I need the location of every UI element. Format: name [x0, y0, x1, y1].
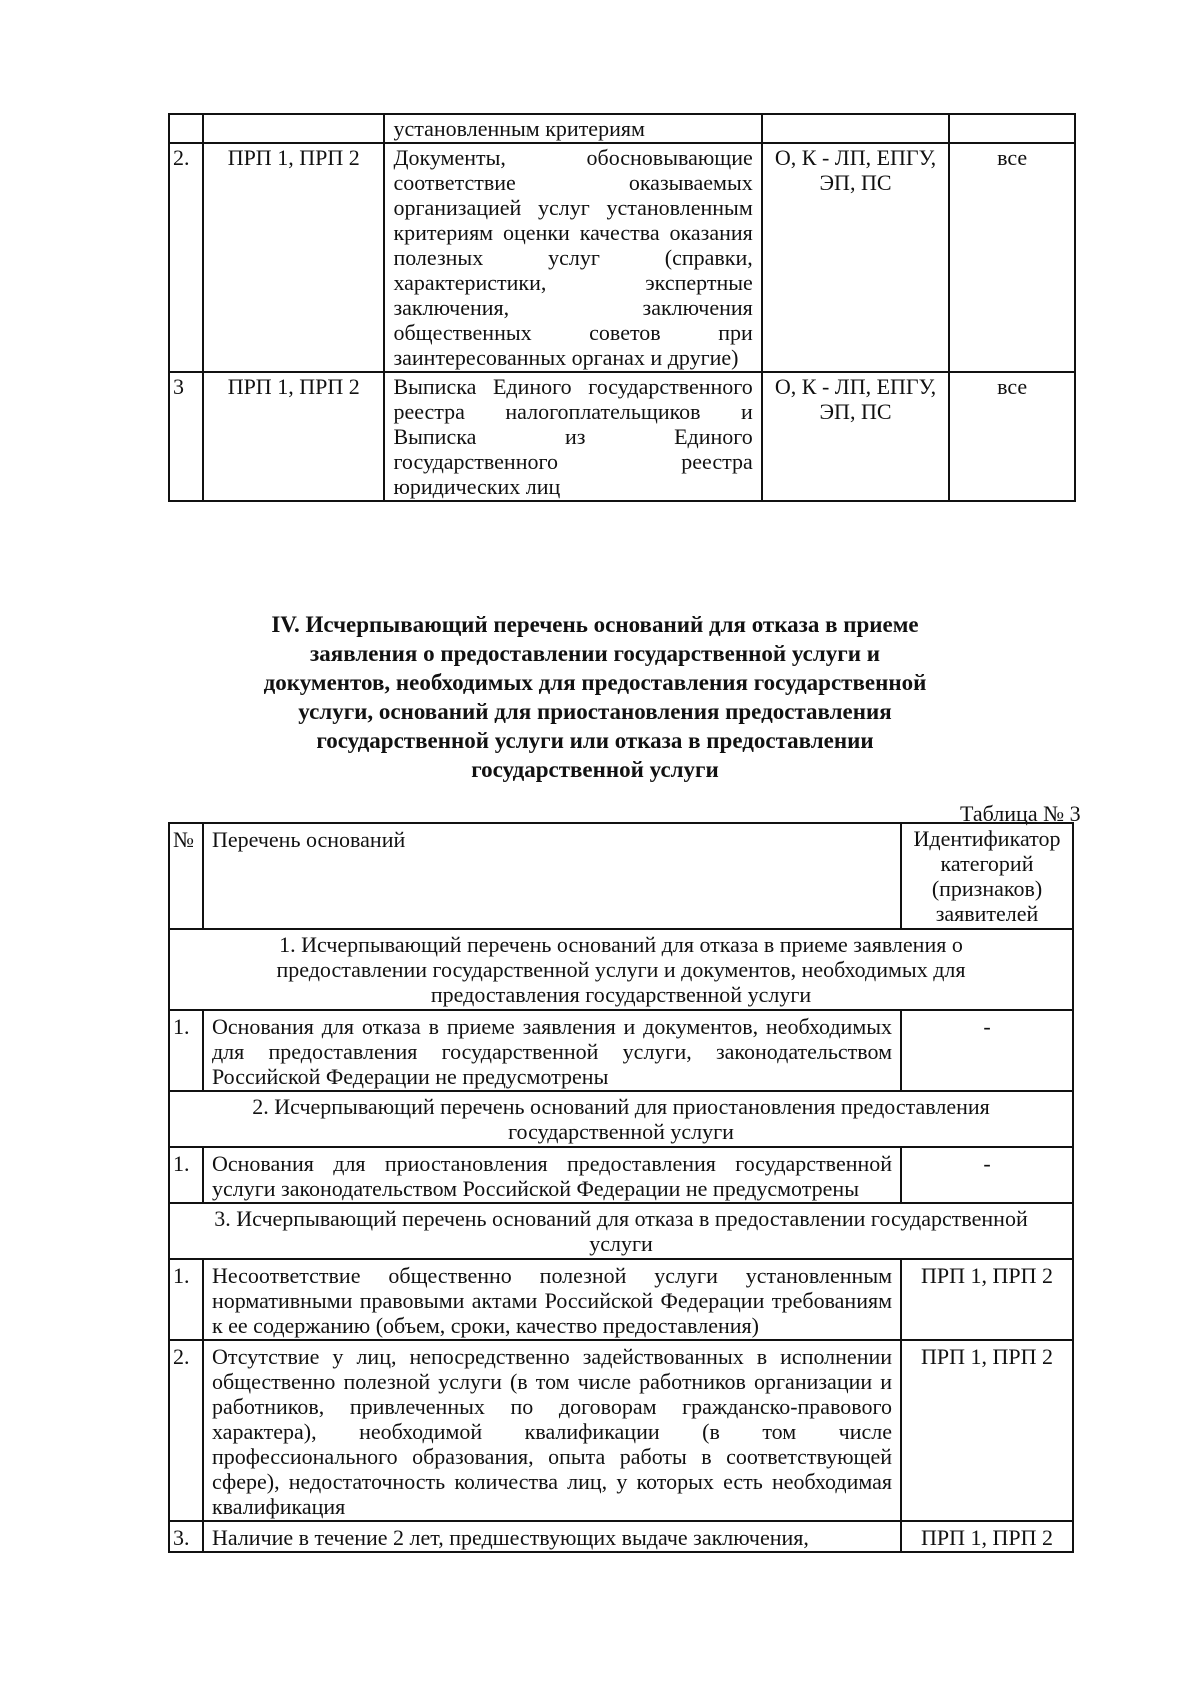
table-row [169, 1521, 1073, 1552]
table-caption: Таблица № 3 [960, 801, 1081, 826]
table-cell [203, 114, 385, 143]
table-cell [949, 114, 1075, 143]
method-cell: О, К - ЛП, ЕПГУ, ЭП, ПС [762, 143, 950, 372]
table-header-row [169, 823, 1073, 929]
section-title: 1. Исчерпывающий перечень оснований для отказа в приеме заявления о предоставлении государственной услуги и документов, необходимых для предоставления государственной услуги [169, 929, 1073, 1010]
row-number: 1. [169, 1147, 203, 1203]
row-number: 3. [169, 1521, 203, 1552]
grounds-cell: Отсутствие у лиц, непосредственно задействованных в исполнении общественно полезной услуги (в том числе работников организации и работников, привлеченных по договорам гражданско-правового характера), необходимой квалификации (в том числе профессионального образования, опыта работы в соответствующей сфере), недостаточность количества лиц, у которых есть необходимая квалификация [203, 1340, 901, 1521]
table-row [169, 1259, 1073, 1340]
header-identifier: Идентификатор категорий (признаков) заявителей [901, 823, 1073, 929]
identifier-cell: ПРП 1, ПРП 2 [901, 1340, 1073, 1521]
identifier-cell: ПРП 1, ПРП 2 [901, 1521, 1073, 1552]
identifier-cell: - [901, 1147, 1073, 1203]
table-cell [169, 114, 203, 143]
section-row [169, 1203, 1073, 1259]
header-grounds: Перечень оснований [203, 823, 901, 929]
row-number: 2. [169, 1340, 203, 1521]
section-title: 2. Исчерпывающий перечень оснований для приостановления предоставления государственной услуги [169, 1091, 1073, 1147]
section-row [169, 1091, 1073, 1147]
category-cell: ПРП 1, ПРП 2 [203, 143, 385, 372]
table-row [169, 143, 1075, 372]
category-cell: ПРП 1, ПРП 2 [203, 372, 385, 501]
grounds-cell: Основания для приостановления предоставления государственной услуги законодательством Российской Федерации не предусмотрены [203, 1147, 901, 1203]
row-number: 1. [169, 1259, 203, 1340]
grounds-cell: Основания для отказа в приеме заявления и документов, необходимых для предоставления государственной услуги, законодательством Российской Федерации не предусмотрены [203, 1010, 901, 1091]
table-row [169, 1010, 1073, 1091]
row-number: 2. [169, 143, 203, 372]
section-title: 3. Исчерпывающий перечень оснований для отказа в предоставлении государственной услуги [169, 1203, 1073, 1259]
grounds-cell: Несоответствие общественно полезной услуги установленным нормативными правовыми актами Российской Федерации требованиям к ее содержанию (объем, сроки, качество предоставления) [203, 1259, 901, 1340]
section-heading: IV. Исчерпывающий перечень оснований для отказа в приеме заявления о предоставлении государственной услуги и документов, необходимых для предоставления государственной услуги, оснований для приостановления предоставления государственной услуги или отказа в предоставлении государственной услуги [263, 612, 927, 782]
table-row [169, 1340, 1073, 1521]
document-cell: Выписка Единого государственного реестра налогоплательщиков и Выписка из Единого государственного реестра юридических лиц [384, 372, 761, 501]
applies-cell: все [949, 372, 1075, 501]
table-row [169, 1147, 1073, 1203]
table-cell [762, 114, 950, 143]
document-cell: установленным критериям [384, 114, 761, 143]
identifier-cell: - [901, 1010, 1073, 1091]
identifier-cell: ПРП 1, ПРП 2 [901, 1259, 1073, 1340]
grounds-cell: Наличие в течение 2 лет, предшествующих выдаче заключения, [203, 1521, 901, 1552]
applies-cell: все [949, 143, 1075, 372]
documents-table-continued [168, 113, 1076, 502]
method-cell: О, К - ЛП, ЕПГУ, ЭП, ПС [762, 372, 950, 501]
header-num: № [169, 823, 203, 929]
table-row [169, 372, 1075, 501]
table-row [169, 114, 1075, 143]
row-number: 1. [169, 1010, 203, 1091]
grounds-table [168, 822, 1074, 1553]
section-row [169, 929, 1073, 1010]
document-cell: Документы, обосновывающие соответствие оказываемых организацией услуг установленным критериям оценки качества оказания полезных услуг (справки, характеристики, экспертные заключения, заключения общественных советов при заинтересованных органах и другие) [384, 143, 761, 372]
row-number: 3 [169, 372, 203, 501]
